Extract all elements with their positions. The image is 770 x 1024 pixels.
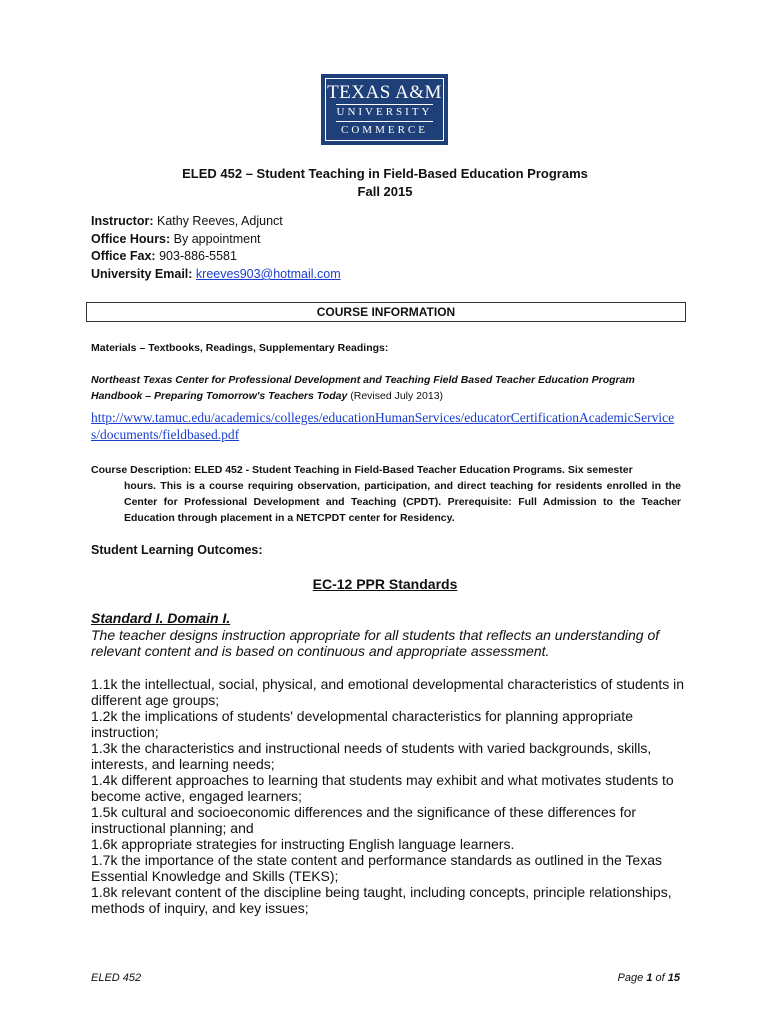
- office-hours-line: [91, 231, 261, 248]
- page-total: 15: [667, 972, 680, 984]
- office-fax-line: [91, 248, 237, 265]
- domain-description: The teacher designs instruction appropriate for all students that reflects an understanding of relevant content and is based on continuous and appropriate assessment.: [91, 627, 660, 659]
- logo-frame: [325, 78, 444, 141]
- page-word: Page: [617, 972, 644, 984]
- handbook-note: (Revised July 2013): [350, 390, 444, 402]
- logo-divider: [336, 104, 433, 105]
- course-description-first-line: Course Description: ELED 452 - Student Teaching in Field-Based Teacher Education Programs. Six semester: [91, 464, 633, 476]
- course-title: ELED 452 – Student Teaching in Field-Based Education Programs: [182, 166, 588, 181]
- office-fax-value: 903-886-5581: [159, 249, 237, 263]
- logo-line-1: TEXAS A&M: [327, 82, 442, 103]
- logo-line-2: UNIVERSITY: [336, 106, 433, 118]
- office-fax-label: Office Fax:: [91, 249, 156, 263]
- list-item: 1.4k different approaches to learning that students may exhibit and what motivates students to become active, engaged learners;: [91, 772, 674, 804]
- handbook-url-link[interactable]: http://www.tamuc.edu/academics/colleges/educationHumanServices/educatorCertificationAcademicServices/documents/fieldbased.pdf: [91, 410, 675, 442]
- handbook-reference: [91, 372, 679, 404]
- list-item: 1.7k the importance of the state content and performance standards as outlined in the Texas Essential Knowledge and Skills (TEKS);: [91, 852, 662, 884]
- page-current: 1: [646, 972, 653, 984]
- course-term: Fall 2015: [357, 184, 413, 199]
- domain-title: Standard I. Domain I.: [91, 610, 231, 626]
- course-info-heading: COURSE INFORMATION: [86, 302, 686, 322]
- instructor-line: [91, 213, 283, 230]
- course-description: [91, 462, 681, 526]
- list-item: 1.6k appropriate strategies for instructing English language learners.: [91, 836, 515, 852]
- page-of: of: [655, 972, 665, 984]
- logo-line-3: COMMERCE: [341, 124, 428, 136]
- email-line: [91, 266, 341, 283]
- email-link[interactable]: kreeves903@hotmail.com: [195, 267, 341, 281]
- email-label: University Email:: [91, 267, 193, 281]
- handbook-title: Northeast Texas Center for Professional Development and Teaching Field Based Teacher Education Program Handbook – Preparing Tomorrow's Teachers Today: [91, 374, 635, 402]
- office-hours-value: By appointment: [173, 232, 261, 246]
- list-item: 1.2k the implications of students' developmental characteristics for planning appropriate instruction;: [91, 708, 633, 740]
- page-number: [600, 972, 680, 984]
- slo-label: Student Learning Outcomes:: [91, 543, 263, 557]
- standards-heading: EC-12 PPR Standards: [312, 576, 458, 592]
- list-item: 1.5k cultural and socioeconomic differences and the significance of these differences for instructional planning; and: [91, 804, 637, 836]
- course-description-body: hours. This is a course requiring observation, participation, and direct teaching for residents enrolled in the Center for Professional Development and Teaching (CPDT). Prerequisite: Full Admission to the Teacher Education through placement in a NETCPDT center for Residency.: [124, 480, 681, 524]
- materials-label: Materials – Textbooks, Readings, Supplementary Readings:: [91, 342, 389, 354]
- instructor-value: Kathy Reeves, Adjunct: [156, 214, 283, 228]
- instructor-label: Instructor:: [91, 214, 154, 228]
- list-item: 1.3k the characteristics and instructional needs of students with varied backgrounds, skills, interests, and learning needs;: [91, 740, 652, 772]
- list-item: 1.8k relevant content of the discipline being taught, including concepts, principle relationships, methods of inquiry, and key issues;: [91, 884, 672, 916]
- office-hours-label: Office Hours:: [91, 232, 171, 246]
- footer-course-code: ELED 452: [91, 972, 142, 984]
- list-item: 1.1k the intellectual, social, physical, and emotional developmental characteristics of students in different age groups;: [91, 676, 684, 708]
- logo-divider: [336, 121, 433, 122]
- university-logo: [321, 74, 448, 145]
- outcomes-list: [91, 676, 691, 916]
